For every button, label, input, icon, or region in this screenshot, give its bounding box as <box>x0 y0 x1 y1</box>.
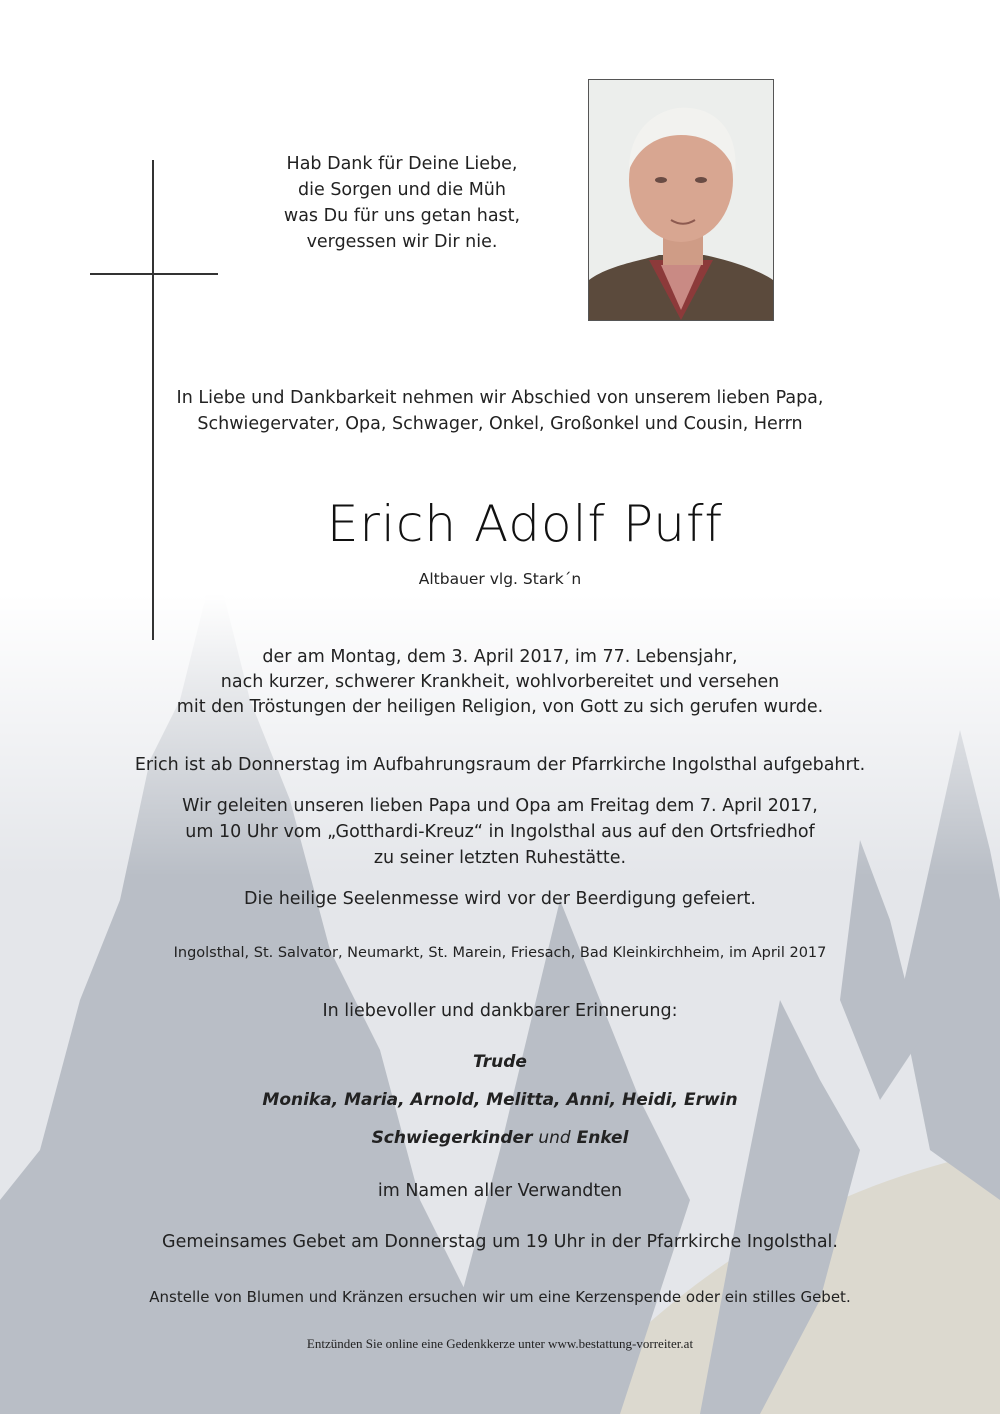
mourner-spouse: Trude <box>473 1052 527 1072</box>
funeral-line: Wir geleiten unseren lieben Papa und Opa am Freitag dem 7. April 2017, <box>182 796 818 816</box>
mourner-in-laws: Schwiegerkinder <box>371 1128 533 1148</box>
poem-line: die Sorgen und die Müh <box>298 180 506 200</box>
mourner-family <box>0 1128 1000 1148</box>
poem-line: was Du für uns getan hast, <box>283 206 521 226</box>
portrait-photo <box>588 79 774 321</box>
death-notice-line: der am Montag, dem 3. April 2017, im 77. Lebensjahr, <box>262 647 738 667</box>
poem-line: vergessen wir Dir nie. <box>306 232 498 252</box>
mass-notice: Die heilige Seelenmesse wird vor der Beerdigung gefeiert. <box>244 889 756 909</box>
cross-horizontal-bar <box>90 273 218 275</box>
deceased-subtitle: Altbauer vlg. Stark´n <box>418 570 582 588</box>
places-date: Ingolsthal, St. Salvator, Neumarkt, St. Marein, Friesach, Bad Kleinkirchheim, im April 2017 <box>173 945 827 961</box>
intro-line: Schwiegervater, Opa, Schwager, Onkel, Großonkel und Cousin, Herrn <box>197 414 803 434</box>
funeral-line: zu seiner letzten Ruhestätte. <box>373 848 627 868</box>
deceased-name: Erich Adolf Puff <box>326 495 724 553</box>
death-notice-line: mit den Tröstungen der heiligen Religion, von Gott zu sich gerufen wurde. <box>176 697 824 717</box>
memory-heading: In liebevoller und dankbarer Erinnerung: <box>322 1001 678 1021</box>
footer-link-text: Entzünden Sie online eine Gedenkkerze unter www.bestattung-vorreiter.at <box>306 1336 694 1351</box>
poem-line: Hab Dank für Deine Liebe, <box>286 154 518 174</box>
prayer-notice: Gemeinsames Gebet am Donnerstag um 19 Uhr in der Pfarrkirche Ingolsthal. <box>162 1232 838 1252</box>
mourner-children: Monika, Maria, Arnold, Melitta, Anni, Heidi, Erwin <box>262 1090 738 1110</box>
mourner-conjunction: und <box>538 1128 571 1148</box>
funeral-line: um 10 Uhr vom „Gotthardi-Kreuz“ in Ingolsthal aus auf den Ortsfriedhof <box>185 822 815 842</box>
intro-line: In Liebe und Dankbarkeit nehmen wir Abschied von unserem lieben Papa, <box>176 388 824 408</box>
mourner-grandchildren: Enkel <box>576 1128 629 1148</box>
relatives-note: im Namen aller Verwandten <box>377 1181 623 1201</box>
viewing-notice: Erich ist ab Donnerstag im Aufbahrungsraum der Pfarrkirche Ingolsthal aufgebahrt. <box>134 755 866 775</box>
donation-notice: Anstelle von Blumen und Kränzen ersuchen wir um eine Kerzenspende oder ein stilles Gebet. <box>149 1288 851 1306</box>
death-notice-line: nach kurzer, schwerer Krankheit, wohlvorbereitet und versehen <box>220 672 780 692</box>
